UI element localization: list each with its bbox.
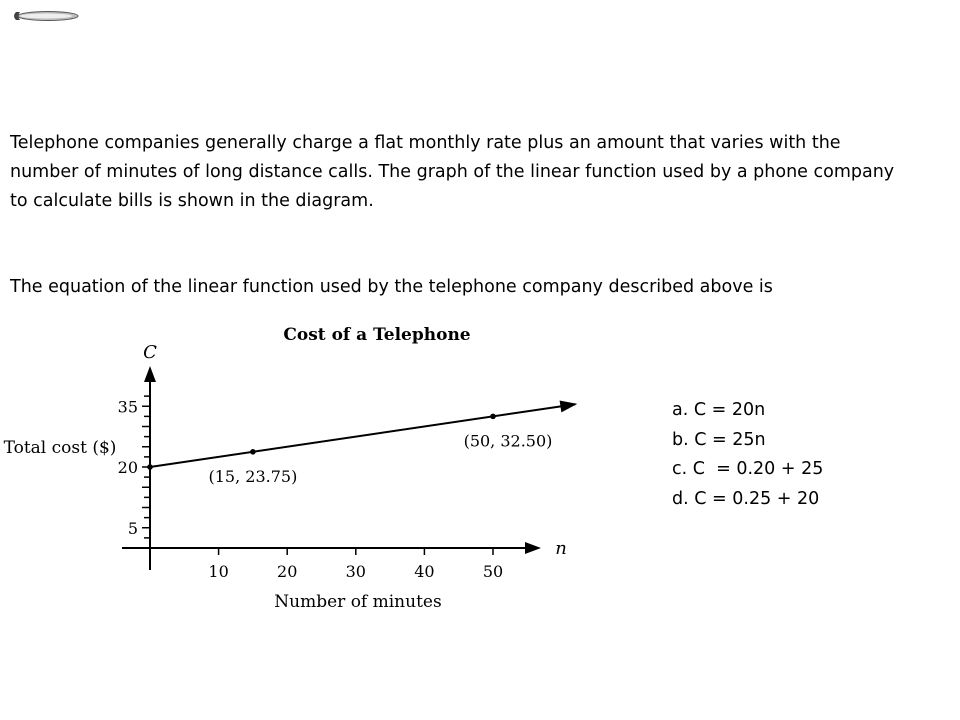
points-layer: [147, 414, 552, 486]
choice-a[interactable]: a. C = 20n: [672, 400, 766, 420]
x-tick-label: 10: [208, 562, 229, 581]
x-axis-variable: n: [555, 538, 567, 559]
y-tick-label: 5: [127, 518, 138, 538]
x-tick-label: 40: [414, 562, 435, 581]
cost-chart: [0, 320, 600, 620]
choice-c[interactable]: c. C = 0.20 + 25: [672, 459, 824, 479]
chart-title: Cost of a Telephone: [283, 325, 471, 345]
y-tick-label: 35: [117, 397, 138, 417]
x-tick-label: 50: [482, 562, 504, 581]
point-label: (15, 23.75): [208, 466, 298, 486]
data-point: [490, 414, 496, 420]
choice-d[interactable]: d. C = 0.25 + 20: [672, 488, 820, 509]
choice-b[interactable]: b. C = 25n: [672, 429, 766, 450]
data-point: [250, 449, 256, 455]
y-tick-label: 20: [117, 458, 138, 477]
x-tick-label: 30: [345, 562, 366, 581]
y-axis-label: Total cost ($): [3, 438, 117, 458]
question-prompt: The equation of the linear function used by the telephone company described above is: [10, 277, 773, 297]
cost-line-arrowhead: [560, 400, 578, 412]
x-axis-label: Number of minutes: [274, 592, 442, 612]
corner-logo: [10, 8, 80, 28]
x-tick-label: 20: [277, 562, 298, 581]
data-point: [147, 464, 153, 470]
y-axis-variable: C: [143, 342, 157, 363]
intro-paragraph: Telephone companies generally charge a flat monthly rate plus an amount that varies with the number of minutes of long distance calls. The graph of the linear function used by a phone company to calculate bills is shown in the diagram.: [10, 133, 895, 211]
answer-choices: [672, 396, 823, 514]
x-axis-arrowhead: [525, 542, 541, 554]
point-label: (50, 32.50): [463, 431, 553, 451]
y-axis-arrowhead: [144, 366, 156, 382]
